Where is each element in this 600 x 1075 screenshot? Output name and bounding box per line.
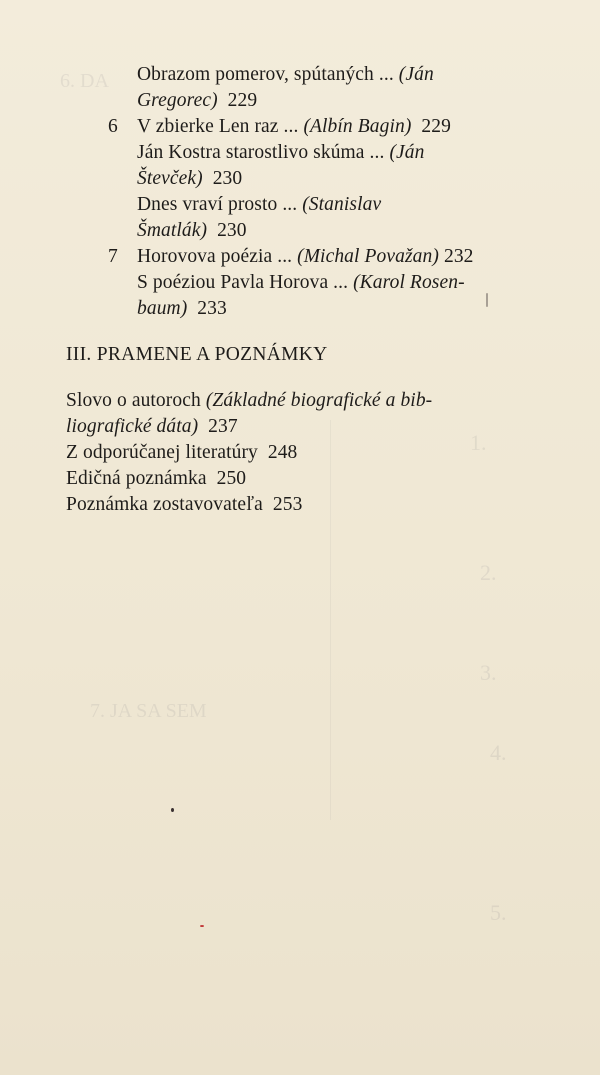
section-heading-part-3: III. PRAMENE A POZNÁMKY — [66, 344, 328, 365]
book-page: 6. DA 1. 2. 3. 4. 5. 7. JA SA SEM Obrazom pomerov, spútaných ... (Ján Gregorec) 229 6 V zbierke Len raz ... (Albín Bagin) 229 Ján Kostra starostlivo skúma ... (Ján Števček) 230 Dnes vraví prosto ... (Stanislav Šmatlák) 230 7 Horovova poézia ... (Michal Považan) 232 S poéziou Pavla Horova ... (Karol Rosen- baum) 233 III. PRAMENE A POZNÁMKY Slovo o autoroch (Základné biografické a bib- liografické dáta) 237 Z odporúčanej literatúry 248 Edičná poznámka 250 Poznámka zostavovateľa 253 — [0, 0, 600, 1075]
section-number-6: 6 — [108, 116, 118, 137]
toc-entry-odporucanej-literatury: Z odporúčanej literatúry 248 — [66, 442, 298, 463]
section-number-7: 7 — [108, 246, 118, 267]
toc-entry-dnes-vravi-cont: Šmatlák) 230 — [137, 220, 247, 241]
toc-entry-slovo-o-autoroch: Slovo o autoroch (Základné biografické a bib- — [66, 390, 433, 411]
toc-entry-dnes-vravi: Dnes vraví prosto ... (Stanislav — [137, 194, 382, 215]
page-number: 230 — [212, 168, 243, 189]
page-number: 233 — [197, 298, 227, 319]
page-number: 229 — [421, 116, 451, 137]
toc-entry-slovo-o-autoroch-cont: liografické dáta) 237 — [66, 416, 238, 437]
toc-entry-obrazom-cont: Gregorec) 229 — [137, 90, 258, 111]
toc-entry-poznamka-zostavovatela: Poznámka zostavovateľa 253 — [66, 494, 303, 515]
toc-entry-jan-kostra-cont: Števček) 230 — [137, 168, 243, 189]
toc-entry-obrazom: Obrazom pomerov, spútaných ... (Ján — [137, 64, 434, 85]
toc-entry-s-poeziou-cont: baum) 233 — [137, 298, 227, 319]
page-number: 248 — [267, 442, 298, 463]
page-number: 250 — [216, 468, 247, 489]
toc-entry-jan-kostra: Ján Kostra starostlivo skúma ... (Ján — [137, 142, 425, 163]
page-number: 230 — [217, 220, 247, 241]
toc-entry-s-poeziou: S poéziou Pavla Horova ... (Karol Rosen- — [137, 272, 465, 293]
page-number: 253 — [272, 494, 303, 515]
page-number: 237 — [208, 416, 238, 437]
toc-entry-horovova-poezia: Horovova poézia ... (Michal Považan) 232 — [137, 246, 474, 267]
page-number: 229 — [227, 90, 258, 111]
toc-entry-v-zbierke: V zbierke Len raz ... (Albín Bagin) 229 — [137, 116, 451, 137]
toc-entry-edicna-poznamka: Edičná poznámka 250 — [66, 468, 247, 489]
page-number: 232 — [443, 246, 474, 267]
